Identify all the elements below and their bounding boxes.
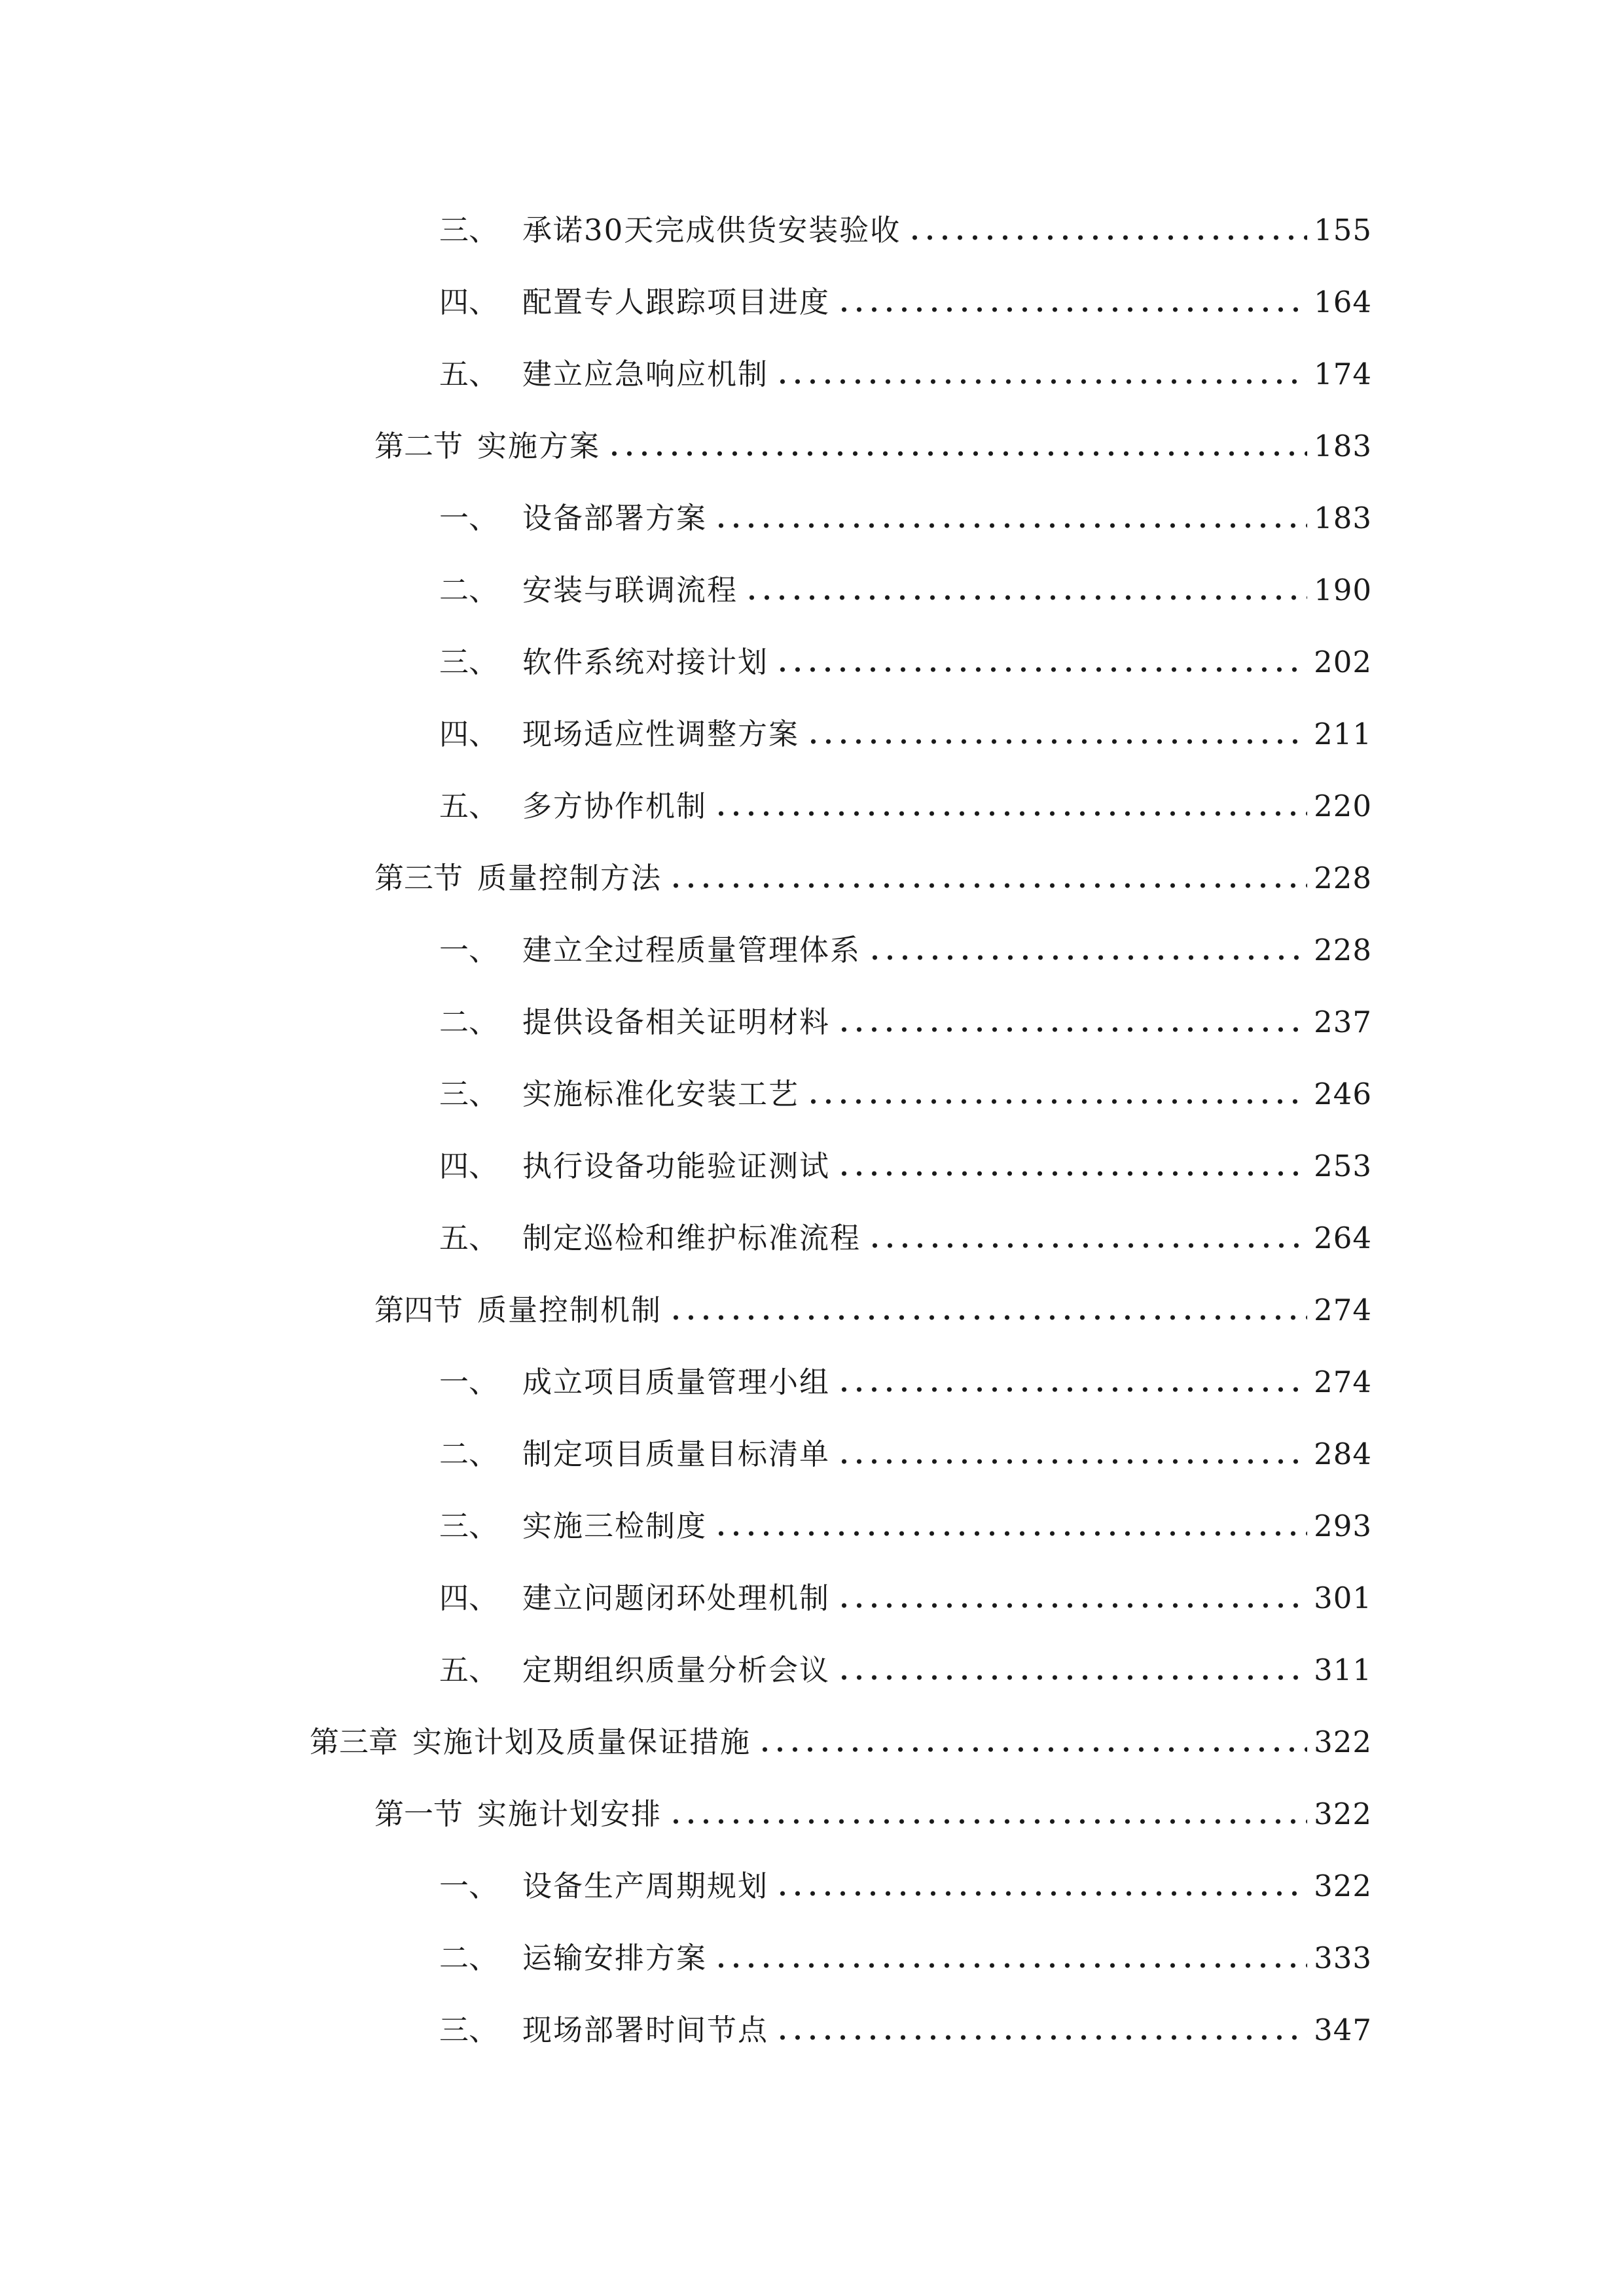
toc-entry-title: 设备部署方案 xyxy=(522,501,708,535)
dot-leader xyxy=(775,1890,1307,1897)
toc-entry-page: 246 xyxy=(1314,1077,1372,1111)
toc-entry-number: 第四节 xyxy=(374,1293,463,1327)
toc-entry-title: 实施计划安排 xyxy=(477,1797,662,1831)
toc-entry-number: 二、 xyxy=(439,1005,499,1039)
toc-entry[interactable] xyxy=(439,711,1372,757)
dot-leader xyxy=(837,1674,1307,1681)
toc-entry-page: 220 xyxy=(1314,789,1372,823)
toc-entry-title: 多方协作机制 xyxy=(522,789,708,823)
toc-entry-title: 安装与联调流程 xyxy=(522,573,738,607)
dot-leader xyxy=(837,1602,1307,1609)
toc-entry-number: 三、 xyxy=(439,1509,499,1543)
dot-leader xyxy=(668,1314,1307,1321)
dot-leader xyxy=(668,882,1307,889)
toc-entry-page: 333 xyxy=(1314,1941,1372,1975)
toc-entry[interactable] xyxy=(439,567,1372,613)
toc-entry[interactable] xyxy=(439,783,1372,829)
toc-entry-page: 322 xyxy=(1314,1725,1372,1759)
toc-entry-title: 制定项目质量目标清单 xyxy=(522,1437,831,1471)
toc-entry-page: 322 xyxy=(1314,1797,1372,1831)
toc-entry-title: 配置专人跟踪项目进度 xyxy=(522,285,831,319)
toc-entry-page: 284 xyxy=(1314,1437,1372,1471)
toc-entry-title: 建立应急响应机制 xyxy=(522,357,769,391)
toc-entry-number: 第三节 xyxy=(374,861,463,895)
toc-entry[interactable] xyxy=(439,927,1372,973)
dot-leader xyxy=(867,954,1307,961)
toc-entry-title: 定期组织质量分析会议 xyxy=(522,1653,831,1687)
toc-entry-title: 提供设备相关证明材料 xyxy=(522,1005,831,1039)
toc-entry[interactable] xyxy=(439,1503,1372,1549)
dot-leader xyxy=(713,810,1307,817)
toc-entry-number: 二、 xyxy=(439,573,499,607)
toc-entry-page: 274 xyxy=(1314,1293,1372,1327)
toc-entry-page: 274 xyxy=(1314,1365,1372,1399)
dot-leader xyxy=(867,1242,1307,1249)
toc-entry-title: 成立项目质量管理小组 xyxy=(522,1365,831,1399)
toc-entry-title: 建立全过程质量管理体系 xyxy=(522,933,861,967)
toc-section-entry[interactable] xyxy=(374,855,1372,901)
toc-entry-page: 322 xyxy=(1314,1869,1372,1903)
toc-entry[interactable] xyxy=(439,2007,1372,2053)
toc-entry-page: 293 xyxy=(1314,1509,1372,1543)
dot-leader xyxy=(837,306,1307,314)
toc-entry-title: 建立问题闭环处理机制 xyxy=(522,1581,831,1615)
toc-entry-number: 三、 xyxy=(439,213,499,247)
toc-section-entry[interactable] xyxy=(374,1287,1372,1333)
toc-entry-number: 一、 xyxy=(439,501,499,535)
dot-leader xyxy=(744,594,1307,601)
toc-entry-title: 现场适应性调整方案 xyxy=(522,717,800,751)
toc-entry-title: 实施计划及质量保证措施 xyxy=(412,1725,751,1759)
toc-entry-number: 三、 xyxy=(439,645,499,679)
toc-entry[interactable] xyxy=(439,351,1372,397)
toc-entry-number: 四、 xyxy=(439,717,499,751)
toc-entry-title: 实施三检制度 xyxy=(522,1509,708,1543)
toc-entry[interactable] xyxy=(439,1647,1372,1693)
dot-leader xyxy=(775,2034,1307,2041)
toc-entry-number: 一、 xyxy=(439,933,499,967)
toc-entry[interactable] xyxy=(439,1071,1372,1117)
toc-entry-page: 211 xyxy=(1314,717,1372,751)
toc-entry-title: 承诺30天完成供货安装验收 xyxy=(522,213,901,247)
toc-entry-title: 设备生产周期规划 xyxy=(522,1869,769,1903)
dot-leader xyxy=(837,1026,1307,1033)
dot-leader xyxy=(907,234,1307,242)
toc-section-entry[interactable] xyxy=(374,423,1372,469)
toc-entry[interactable] xyxy=(439,495,1372,541)
toc-entry[interactable] xyxy=(439,639,1372,685)
toc-entry[interactable] xyxy=(439,1575,1372,1621)
toc-entry-number: 一、 xyxy=(439,1365,499,1399)
toc-entry-number: 五、 xyxy=(439,1653,499,1687)
toc-entry[interactable] xyxy=(439,1935,1372,1981)
toc-entry-page: 311 xyxy=(1314,1653,1372,1687)
toc-entry-number: 五、 xyxy=(439,357,499,391)
toc-entry-title: 制定巡检和维护标准流程 xyxy=(522,1221,861,1255)
dot-leader xyxy=(757,1746,1307,1753)
dot-leader xyxy=(806,738,1307,745)
toc-chapter-entry[interactable] xyxy=(310,1719,1372,1765)
toc-entry-number: 第二节 xyxy=(374,429,463,463)
toc-entry[interactable] xyxy=(439,1863,1372,1909)
toc-entry[interactable] xyxy=(439,207,1372,253)
toc-entry-title: 质量控制方法 xyxy=(477,861,662,895)
dot-leader xyxy=(713,1530,1307,1537)
toc-entry-page: 155 xyxy=(1314,213,1372,247)
dot-leader xyxy=(837,1386,1307,1393)
dot-leader xyxy=(713,1962,1307,1969)
toc-entry-page: 347 xyxy=(1314,2013,1372,2047)
toc-entry-title: 实施方案 xyxy=(477,429,601,463)
toc-entry-page: 164 xyxy=(1314,285,1372,319)
toc-entry-title: 实施标准化安装工艺 xyxy=(522,1077,800,1111)
toc-entry-page: 174 xyxy=(1314,357,1372,391)
dot-leader xyxy=(668,1818,1307,1825)
toc-entry-number: 五、 xyxy=(439,789,499,823)
toc-entry-page: 183 xyxy=(1314,501,1372,535)
toc-entry-title: 执行设备功能验证测试 xyxy=(522,1149,831,1183)
toc-entry-title: 质量控制机制 xyxy=(477,1293,662,1327)
toc-entry-page: 202 xyxy=(1314,645,1372,679)
toc-entry-page: 183 xyxy=(1314,429,1372,463)
dot-leader xyxy=(806,1098,1307,1105)
toc-section-entry[interactable] xyxy=(374,1791,1372,1837)
toc-entry-page: 301 xyxy=(1314,1581,1372,1615)
toc-entry-title: 现场部署时间节点 xyxy=(522,2013,769,2047)
dot-leader xyxy=(837,1458,1307,1465)
toc-entry-number: 四、 xyxy=(439,1581,499,1615)
toc-entry-number: 一、 xyxy=(439,1869,499,1903)
toc-entry-title: 运输安排方案 xyxy=(522,1941,708,1975)
dot-leader xyxy=(775,666,1307,673)
toc-entry-page: 190 xyxy=(1314,573,1372,607)
toc-entry-number: 五、 xyxy=(439,1221,499,1255)
toc-entry-number: 第三章 xyxy=(310,1725,399,1759)
toc-entry[interactable] xyxy=(439,1215,1372,1261)
toc-entry-page: 253 xyxy=(1314,1149,1372,1183)
toc-entry-title: 软件系统对接计划 xyxy=(522,645,769,679)
toc-entry-number: 三、 xyxy=(439,1077,499,1111)
toc-entry[interactable] xyxy=(439,1431,1372,1477)
toc-entry-number: 二、 xyxy=(439,1941,499,1975)
dot-leader xyxy=(713,522,1307,529)
toc-entry[interactable] xyxy=(439,999,1372,1045)
toc-entry-number: 二、 xyxy=(439,1437,499,1471)
toc-entry[interactable] xyxy=(439,1359,1372,1405)
toc-entry-page: 237 xyxy=(1314,1005,1372,1039)
toc-entry-page: 228 xyxy=(1314,933,1372,967)
dot-leader xyxy=(607,450,1307,457)
toc-entry-number: 三、 xyxy=(439,2013,499,2047)
toc-entry-number: 四、 xyxy=(439,1149,499,1183)
toc-entry-page: 264 xyxy=(1314,1221,1372,1255)
dot-leader xyxy=(837,1170,1307,1177)
dot-leader xyxy=(775,378,1307,386)
toc-entry-number: 第一节 xyxy=(374,1797,463,1831)
toc-entry-number: 四、 xyxy=(439,285,499,319)
toc-entry-page: 228 xyxy=(1314,861,1372,895)
toc-entry[interactable] xyxy=(439,1143,1372,1189)
toc-entry[interactable] xyxy=(439,279,1372,325)
